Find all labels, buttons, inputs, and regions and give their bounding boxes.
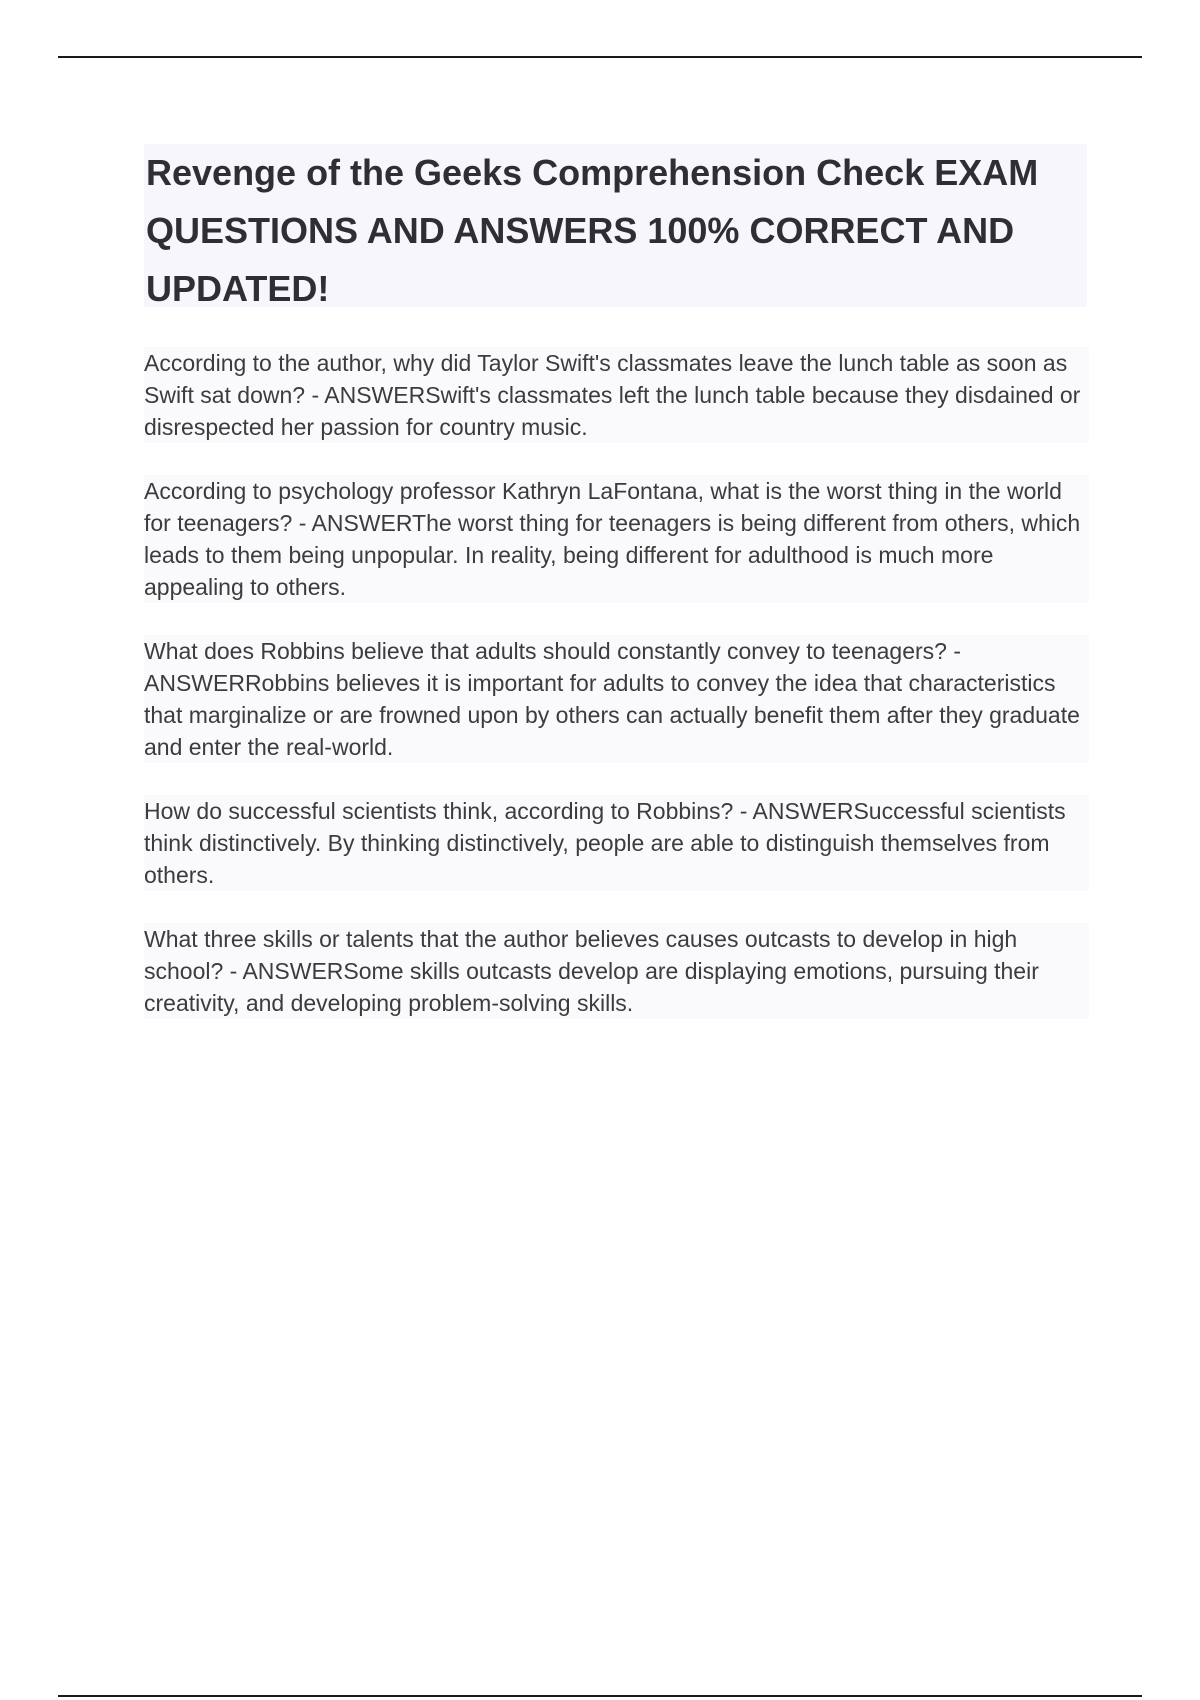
qa-item: What three skills or talents that the author believes causes outcasts to develop in high school? - ANSWERSome skills outcasts develop are displaying emotions, pursuing their creativity, and developing problem-solving skills. [144, 923, 1089, 1019]
qa-item: How do successful scientists think, according to Robbins? - ANSWERSuccessful scientists think distinctively. By thinking distinctively, people are able to distinguish themselves from others. [144, 795, 1089, 891]
top-rule [58, 56, 1142, 58]
document-body [144, 144, 1089, 1019]
qa-item: According to psychology professor Kathryn LaFontana, what is the worst thing in the world for teenagers? - ANSWERThe worst thing for teenagers is being different from others, which leads to them being unpopular. In reality, being different for adulthood is much more appealing to others. [144, 475, 1089, 603]
qa-item: What does Robbins believe that adults should constantly convey to teenagers? - ANSWERRobbins believes it is important for adults to convey the idea that characteristics that marginalize or are frowned upon by others can actually benefit them after they graduate and enter the real-world. [144, 635, 1089, 763]
bottom-rule [58, 1695, 1142, 1697]
document-title: Revenge of the Geeks Comprehension Check EXAM QUESTIONS AND ANSWERS 100% CORRECT AND UPDATED! [146, 152, 1039, 309]
title-block [144, 144, 1087, 307]
qa-item: According to the author, why did Taylor Swift's classmates leave the lunch table as soon as Swift sat down? - ANSWERSwift's classmates left the lunch table because they disdained or disrespected her passion for country music. [144, 347, 1089, 443]
